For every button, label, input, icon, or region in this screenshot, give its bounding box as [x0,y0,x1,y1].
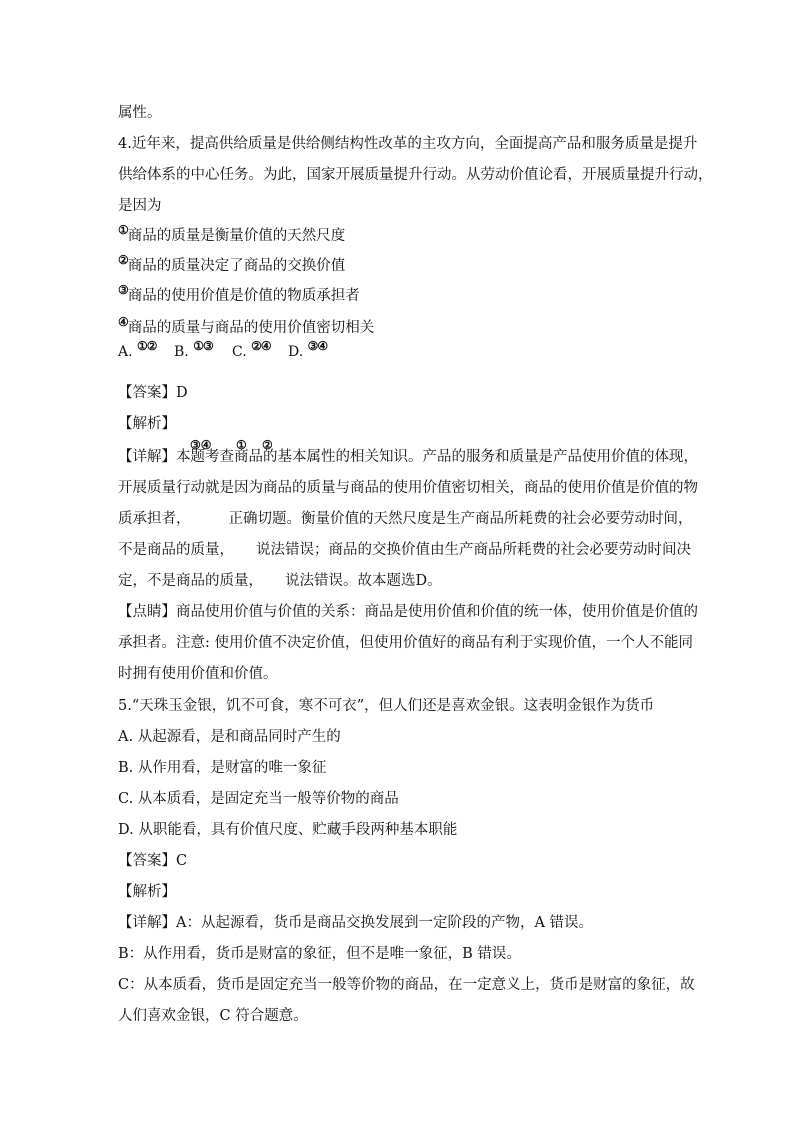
q4-choice-b: B. ①③ [174,339,213,360]
q4-choice-a: A. ①② [118,339,157,360]
q5-analysis-heading: 【解析】 [118,884,176,900]
text-line: 属性。 [118,105,162,121]
q4-detail-line-2: 开展质量行动就是因为商品的质量与商品的使用价值密切相关，商品的使用价值是价值的物 [118,480,698,496]
q4-point-line-1: 【点睛】商品使用价值与价值的关系：商品是使用价值和价值的统一体，使用价值是价值的 [118,604,698,620]
q4-point-line-2: 承担者。注意: 使用价值不决定价值，但使用价值好的商品有利于实现价值，一个人不能同 [118,635,693,651]
q5-detail-line-2: B：从作用看，货币是财富的象征，但不是唯一象征，B 错误。 [118,946,521,962]
question-4-stem-end: 是因为 [118,198,162,214]
overlay-circled-2: ② [262,438,273,452]
q4-statement-3: ③商品的使用价值是价值的物质承担者 [118,283,360,304]
q4-statement-2: ②商品的质量决定了商品的交换价值 [118,253,346,274]
q4-choice-d: D. ③④ [288,339,328,360]
q5-detail-line-3: C：从本质看，货币是固定充当一般等价物的商品，在一定意义上，货币是财富的象征，故 [118,977,695,993]
circled-number-4: ④ [118,315,128,329]
circled-number-2: ② [118,253,128,267]
q5-option-c: C. 从本质看，是固定充当一般等价物的商品 [118,791,399,807]
q5-option-b: B. 从作用看，是财富的唯一象征 [118,760,327,776]
q5-detail-line-4: 人们喜欢金银，C 符合题意。 [118,1008,308,1024]
q4-detail-line-1: 【详解】本题考查商品的基本属性的相关知识。产品的服务和质量是产品使用价值的体现， [118,449,698,465]
q4-detail-line-3: 质承担者， 正确切题。衡量价值的天然尺度是生产商品所耗费的社会必要劳动时间， [118,511,693,527]
q5-option-d: D. 从职能看，具有价值尺度、贮藏手段两种基本职能 [118,822,458,838]
question-4-stem-cont: 供给体系的中心任务。为此，国家开展质量提升行动。从劳动价值论看，开展质量提升行动， [118,167,713,183]
circled-number-3: ③ [118,283,128,297]
q4-statement-1: ①商品的质量是衡量价值的天然尺度 [118,223,346,244]
overlay-circled-34: ③④ [190,438,212,452]
overlay-circled-1: ① [236,438,247,452]
question-4-stem: 4.近年来，提高供给质量是供给侧结构性改革的主攻方向，全面提高产品和服务质量是提升 [118,136,698,152]
circled-number-1: ① [118,223,128,237]
q4-statement-4: ④商品的质量与商品的使用价值密切相关 [118,315,375,336]
q5-option-a: A. 从起源看，是和商品同时产生的 [118,729,341,745]
q5-detail-line-1: 【详解】A：从起源看，货币是商品交换发展到一定阶段的产物，A 错误。 [118,915,594,931]
question-5-stem: 5.“天珠玉金银，饥不可食，寒不可衣”，但人们还是喜欢金银。这表明金银作为货币 [118,698,655,714]
q4-point-line-3: 时拥有使用价值和价值。 [118,666,278,682]
q4-detail-line-4: 不是商品的质量， 说法错误；商品的交换价值由生产商品所耗费的社会必要劳动时间决 [118,542,691,558]
q4-answer: 【答案】D [118,385,188,401]
q4-choice-c: C. ②④ [232,339,271,360]
q4-detail-line-5: 定，不是商品的质量， 说法错误。故本题选D。 [118,573,442,589]
q4-analysis-heading: 【解析】 [118,416,176,432]
q5-answer: 【答案】C [118,853,188,869]
